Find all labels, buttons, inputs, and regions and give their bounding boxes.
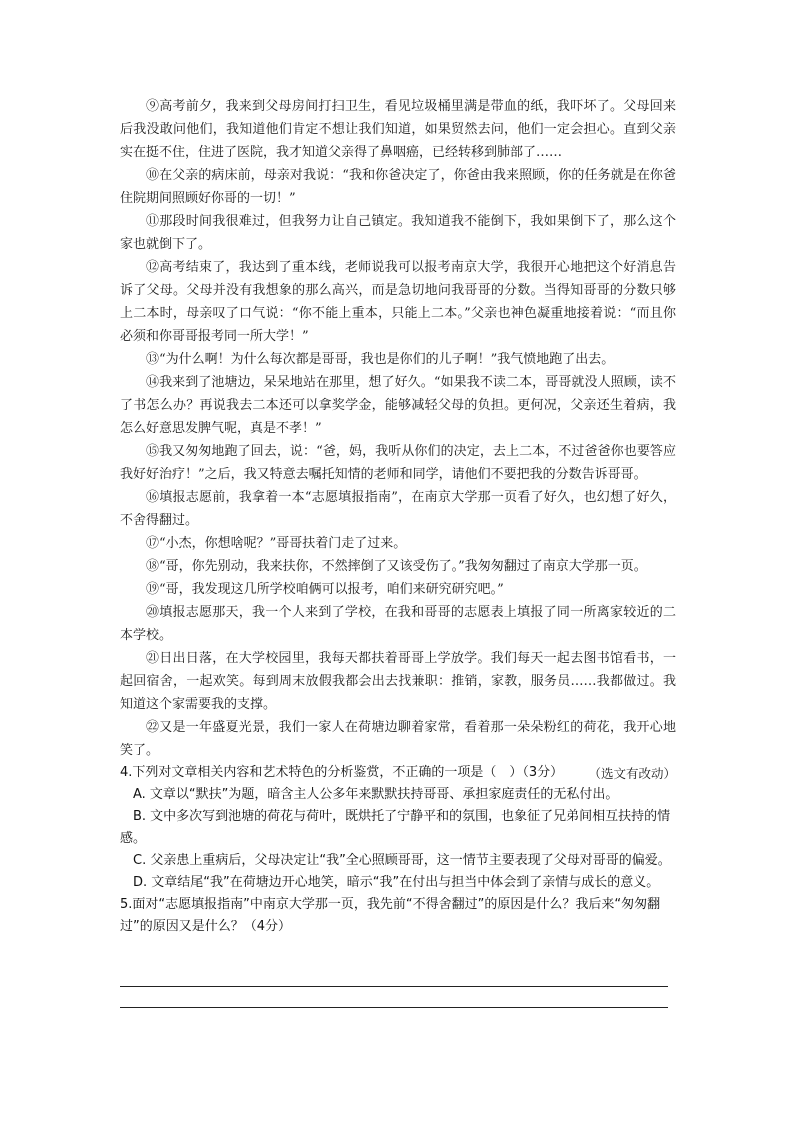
question-4-option-b: B. 文中多次写到池塘的荷花与荷叶，既烘托了宁静平和的氛围，也象征了兄弟间相互扶持的情感。 — [120, 809, 671, 846]
passage-paragraph: ⑪那段时间我很难过，但我努力让自己镇定。我知道我不能倒下，我如果倒下了，那么这个家也就倒下了。 — [120, 214, 676, 252]
question-section — [120, 762, 676, 938]
source-note: （选文有改动） — [588, 766, 676, 781]
question-5-stem: 5.面对“志愿填报指南”中南京大学那一页，我先前“不得舍翻过”的原因是什么？我后来“匆匆翻过”的原因又是什么？（4分） — [120, 897, 661, 934]
passage-paragraph: ⑮我又匆匆地跑了回去，说：“爸，妈，我听从你们的决定，去上二本，不过爸爸你也要答应我好好治疗！”之后，我又特意去嘱托知情的老师和同学，请他们不要把我的分数告诉哥哥。 — [120, 444, 676, 482]
question-4-option-d: D. 文章结尾“我”在荷塘边开心地笑，暗示“我”在付出与担当中体会到了亲情与成长的意义。 — [133, 875, 660, 890]
passage-paragraph: ⑬“为什么啊！为什么每次都是哥哥，我也是你们的儿子啊！”我气愤地跑了出去。 — [146, 352, 615, 367]
passage-paragraph: ㉒又是一年盛夏光景，我们一家人在荷塘边聊着家常，看着那一朵朵粉红的荷花，我开心地笑了。 — [120, 720, 676, 758]
passage-paragraph: ⑲“哥，我发现这几所学校咱俩可以报考，咱们来研究研究吧。” — [146, 582, 504, 597]
passage-paragraph: ⑩在父亲的病床前，母亲对我说：“我和你爸决定了，你爸由我来照顾，你的任务就是在你爸住院期间照顾好你哥的一切！” — [120, 168, 676, 206]
answer-line[interactable] — [120, 1007, 668, 1008]
passage-paragraph: ⑭我来到了池塘边，呆呆地站在那里，想了好久。“如果我不读二本，哥哥就没人照顾，读不了书怎么办？再说我去二本还可以拿奖学金，能够减轻父母的负担。更何况，父亲还生着病，我怎么好意思发脾气呢，真是不孝！” — [120, 375, 676, 436]
passage-paragraph: ⑯填报志愿前，我拿着一本“志愿填报指南”，在南京大学那一页看了好久，也幻想了好久，不舍得翻过。 — [120, 490, 676, 528]
passage-paragraph: ⑳填报志愿那天，我一个人来到了学校，在我和哥哥的志愿表上填报了同一所离家较近的二本学校。 — [120, 605, 676, 643]
passage-paragraph: ⑰“小杰，你想啥呢？”哥哥扶着门走了过来。 — [146, 536, 407, 551]
passage-paragraph: ⑨高考前夕，我来到父母房间打扫卫生，看见垃圾桶里满是带血的纸，我吓坏了。父母回来后我没敢问他们，我知道他们肯定不想让我们知道，如果贸然去问，他们一定会担心。直到父亲实在挺不住，住进了医院，我才知道父亲得了鼻咽癌，已经转移到肺部了…… — [120, 99, 676, 160]
question-4-option-a: A. 文章以“默扶”为题，暗含主人公多年来默默扶持哥哥、承担家庭责任的无私付出。 — [133, 787, 619, 802]
answer-line[interactable] — [120, 986, 668, 987]
question-4-option-c: C. 父亲患上重病后，父母决定让“我”全心照顾哥哥，这一情节主要表现了父母对哥哥的偏爱。 — [133, 853, 671, 868]
passage-paragraph: ⑫高考结束了，我达到了重本线，老师说我可以报考南京大学，我很开心地把这个好消息告诉了父母。父母并没有我想象的那么高兴，而是急切地问我哥哥的分数。当得知哥哥的分数只够上二本时，母亲叹了口气说：“你不能上重本，只能上二本。”父亲也神色凝重地接着说：“而且你必须和你哥哥报考同一所大学！” — [120, 260, 676, 344]
question-4-stem: 4.下列对文章相关内容和艺术特色的分析鉴赏，不正确的一项是（ ）（3分） — [120, 765, 564, 780]
reading-passage — [120, 95, 676, 785]
passage-paragraph: ㉑日出日落，在大学校园里，我每天都扶着哥哥上学放学。我们每天一起去图书馆看书，一起回宿舍，一起欢笑。每到周末放假我都会出去找兼职：推销，家教，服务员……我都做过。我知道这个家需要我的支撑。 — [120, 651, 676, 712]
passage-paragraph: ⑱“哥，你先别动，我来扶你，不然摔倒了又该受伤了。”我匆匆翻过了南京大学那一页。 — [146, 559, 647, 574]
